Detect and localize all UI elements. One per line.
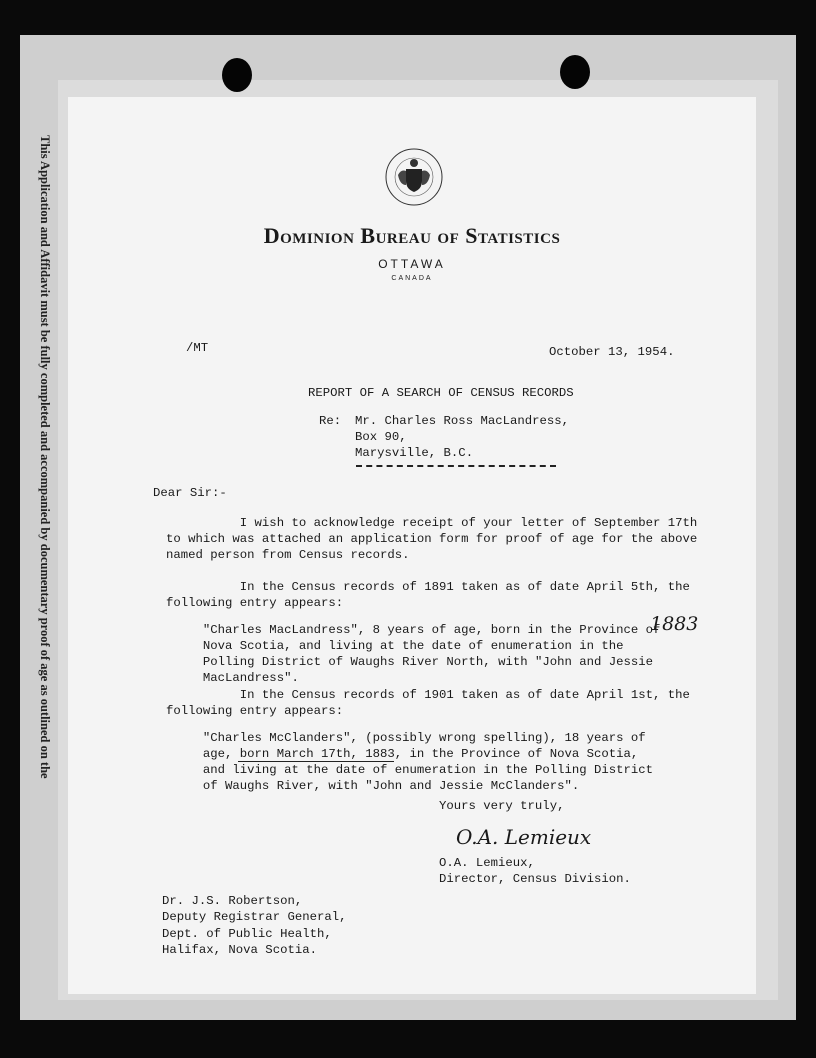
paragraph: In the Census records of 1901 taken as of date April 1st, the following entry appears: xyxy=(166,688,690,718)
addressee-line: Dr. J.S. Robertson, xyxy=(162,894,303,908)
paragraph: I wish to acknowledge receipt of your letter of September 17th to which was attached an application form for proof of age for the above named person from Census records. xyxy=(166,516,698,562)
signature: O.A. Lemieux xyxy=(456,825,592,849)
side-instruction-note: This Application and Affidavit must be fully completed and accompanied by documentary proof of age as outlined on the xyxy=(38,135,52,779)
letterhead-city: OTTAWA xyxy=(378,257,446,271)
coat-of-arms-seal-icon xyxy=(384,145,444,209)
re-name: Mr. Charles Ross MacLandress, xyxy=(355,414,570,428)
handwritten-margin-note: 1883 xyxy=(650,613,699,635)
underline xyxy=(238,761,394,762)
signer-name: O.A. Lemieux, xyxy=(439,856,535,870)
punch-hole xyxy=(560,55,590,89)
letterhead-title: Dominion Bureau of Statistics xyxy=(263,223,561,248)
letter-date: October 13, 1954. xyxy=(549,345,675,359)
salutation: Dear Sir:- xyxy=(153,486,227,500)
report-subject: REPORT OF A SEARCH OF CENSUS RECORDS xyxy=(308,386,574,400)
addressee-line: Deputy Registrar General, xyxy=(162,910,347,924)
addressee-line: Halifax, Nova Scotia. xyxy=(162,943,317,957)
re-label: Re: xyxy=(319,414,342,428)
punch-hole xyxy=(222,58,252,92)
reference-initials: /MT xyxy=(186,341,209,355)
divider xyxy=(356,465,556,468)
census-1901-entry: "Charles McClanders", (possibly wrong spelling), 18 years of age, born March 17th, 1883, in the Province of Nova Scotia, and living at the date of enumeration in the Polling District of Waughs River, with "John and Jessie McClanders". xyxy=(166,731,654,793)
addressee-line: Dept. of Public Health, xyxy=(162,927,332,941)
census-1891-entry: "Charles MacLandress", 8 years of age, born in the Province of Nova Scotia, and living at the date of enumeration in the Polling District of Waughs River North, with "John and Jessie MacLandress". xyxy=(166,623,661,685)
letterhead-country: CANADA xyxy=(391,275,433,282)
closing: Yours very truly, xyxy=(439,799,565,813)
re-address-line: Box 90, xyxy=(355,430,407,444)
census-report-letter xyxy=(68,97,756,994)
paragraph: In the Census records of 1891 taken as of date April 5th, the following entry appears: xyxy=(166,580,690,610)
signer-title: Director, Census Division. xyxy=(439,872,631,886)
re-address-line: Marysville, B.C. xyxy=(355,446,474,460)
